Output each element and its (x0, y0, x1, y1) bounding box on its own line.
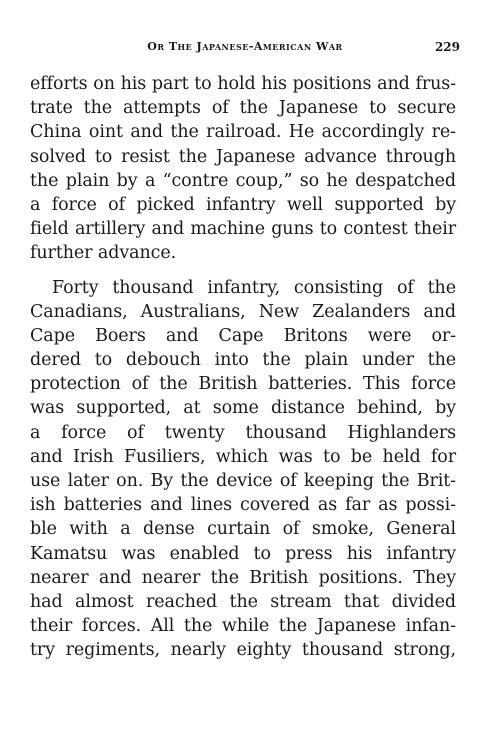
text-line: Cape Boers and Cape Britons were or- (30, 325, 456, 346)
text-line: use later on. By the device of keeping the Brit- (30, 471, 456, 491)
text-line: Canadians, Australians, New Zealanders and (30, 301, 456, 322)
text-line: was supported, at some distance behind, by (30, 398, 456, 419)
text-line: ish batteries and lines covered as far as possi- (30, 495, 456, 516)
text-line: had almost reached the stream that divided (30, 591, 456, 612)
body-text (30, 72, 456, 673)
text-line: dered to debouch into the plain under the (30, 350, 456, 371)
text-line: solved to resist the Japanese advance through (30, 146, 456, 167)
text-line: China oint and the railroad. He accordingly re- (30, 122, 456, 143)
text-line: nearer and nearer the British positions. They (30, 567, 456, 588)
text-line: further advance. (30, 243, 177, 264)
text-line: efforts on his part to hold his positions and frus- (30, 74, 456, 94)
running-title: Or The Japanese-American War (147, 40, 343, 53)
text-line: try regiments, nearly eighty thousand strong, (30, 640, 456, 661)
paragraph-1 (30, 72, 456, 266)
paragraph-2 (30, 276, 456, 663)
text-line: ble with a dense curtain of smoke, General (30, 519, 456, 540)
text-line: a force of picked infantry well supported by (30, 194, 456, 215)
text-line: field artillery and machine guns to contest their (30, 219, 456, 240)
running-head (30, 40, 460, 58)
text-line: Forty thousand infantry, consisting of the (52, 277, 456, 298)
text-line: Kamatsu was enabled to press his infantry (30, 543, 456, 564)
text-line: the plain by a “contre coup,” so he despatched (30, 170, 456, 191)
page-number: 229 (434, 40, 460, 54)
text-line: trate the attempts of the Japanese to secure (30, 98, 456, 119)
text-line: and Irish Fusiliers, which was to be held for (30, 446, 456, 467)
text-line: protection of the British batteries. This force (30, 374, 456, 395)
text-line: a force of twenty thousand Highlanders (30, 422, 456, 443)
text-line: their forces. All the while the Japanese infan- (30, 616, 456, 637)
